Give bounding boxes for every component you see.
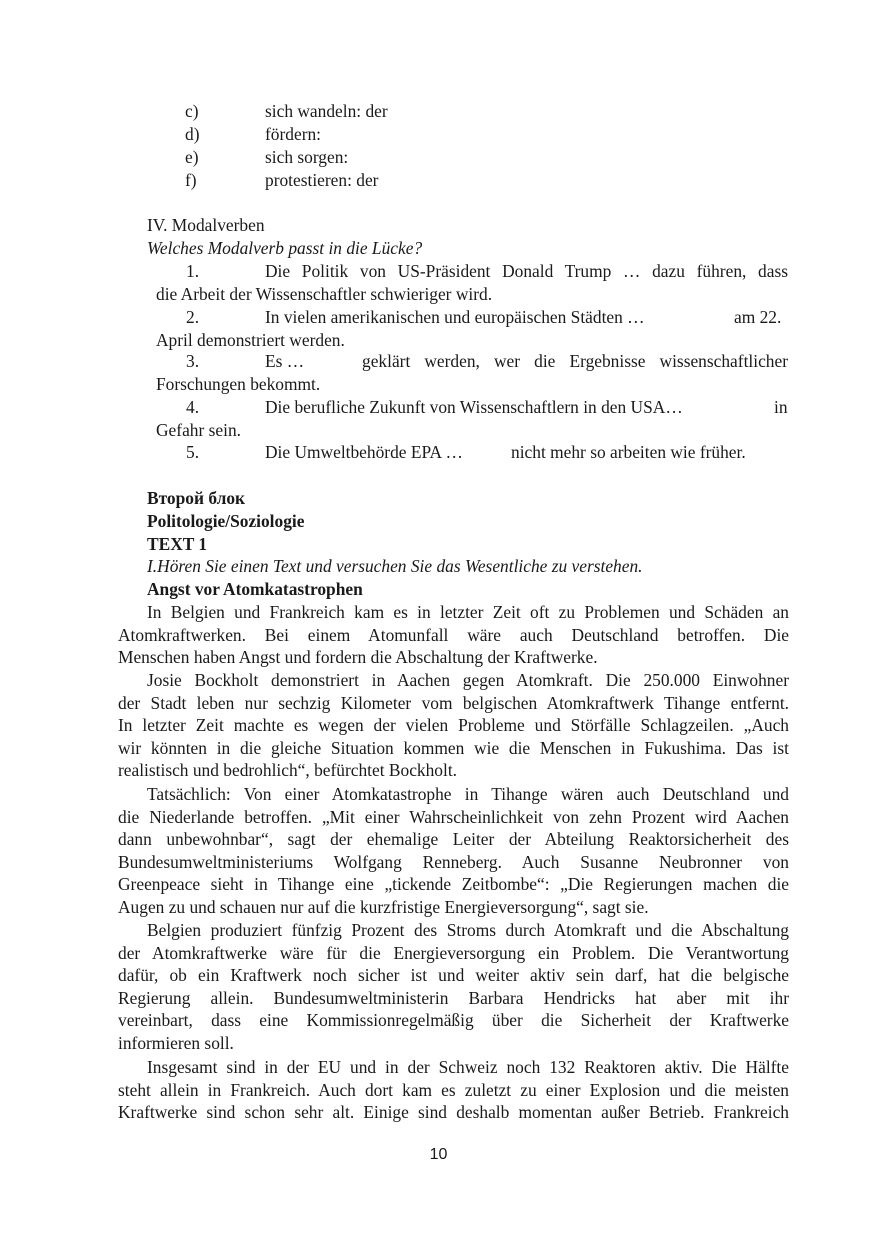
exercise-text-end: am 22. — [734, 307, 782, 327]
paragraph-line: Josie Bockholt demonstriert in Aachen gegen Atomkraft. Die 250.000 Einwohner — [147, 670, 789, 690]
paragraph-line: Regierung allein. Bundesumweltministerin Barbara Hendricks hat aber mit ihr — [118, 987, 789, 1008]
paragraph-line: dann unbewohnbar“, sagt der ehemalige Leiter der Abteilung Reaktorsicherheit des — [118, 829, 789, 850]
paragraph-line: In letzter Zeit machte es wegen der vielen Probleme und Störfälle Schlagzeilen. „Auch — [118, 715, 789, 736]
task-instruction: I.Hören Sie einen Text und versuchen Sie das Wesentliche zu verstehen. — [147, 556, 643, 576]
exercise-number: 3. — [186, 351, 200, 371]
list-item-letter: c) — [185, 101, 199, 121]
article-paragraph — [118, 669, 789, 782]
article-paragraph — [118, 1056, 789, 1124]
exercise-text-continued: Gefahr sein. — [156, 420, 241, 440]
list-item-text: sich wandeln: der — [265, 101, 388, 121]
list-item-text: sich sorgen: — [265, 147, 349, 167]
paragraph-line: wir könnten in die gleiche Situation kommen wie die Menschen in Fukushima. Das ist — [118, 737, 789, 758]
list-item-letter: f) — [185, 170, 197, 190]
exercise-text-continued: Forschungen bekommt. — [156, 374, 321, 394]
exercise-text: Es … — [265, 351, 305, 371]
article-paragraph — [118, 783, 789, 919]
paragraph-line: Menschen haben Angst und fordern die Abschaltung der Kraftwerke. — [118, 647, 598, 668]
article-paragraph — [118, 601, 789, 669]
paragraph-line: vereinbart, dass eine Kommissionregelmäßig über die Sicherheit der Kraftwerke — [118, 1010, 789, 1031]
paragraph-line: Tatsächlich: Von einer Atomkatastrophe in Tihange wären auch Deutschland und — [147, 784, 789, 804]
paragraph-line: die Niederlande betroffen. „Mit einer Wahrscheinlichkeit von zehn Prozent wird Aachen — [118, 806, 789, 827]
list-item-text: fördern: — [265, 124, 322, 144]
exercise-text-continued: die Arbeit der Wissenschaftler schwieriger wird. — [156, 284, 493, 304]
exercise-text: Die Politik von US-Präsident Donald Trump … dazu führen, dass — [265, 261, 788, 281]
paragraph-line: steht allein in Frankreich. Auch dort kam es zuletzt zu einer Explosion und die meisten — [118, 1079, 789, 1100]
exercise-text-end: geklärt werden, wer die Ergebnisse wissenschaftlicher — [362, 351, 788, 371]
exercise-text: In vielen amerikanischen und europäischen Städten … — [265, 307, 645, 327]
paragraph-line: Bundesumweltministeriums Wolfgang Renneberg. Auch Susanne Neubronner von — [118, 851, 789, 872]
paragraph-line: dafür, ob ein Kraftwerk noch sicher ist und weiter aktiv sein darf, hat die belgische — [118, 965, 789, 986]
block-title: Второй блок — [147, 488, 246, 508]
paragraph-line: Atomkraftwerken. Bei einem Atomunfall wäre auch Deutschland betroffen. Die — [118, 624, 789, 645]
paragraph-line: informieren soll. — [118, 1032, 234, 1053]
paragraph-line: Augen zu und schauen nur auf die kurzfristige Energieversorgung“, sagt sie. — [118, 896, 649, 917]
paragraph-line: In Belgien und Frankreich kam es in letzter Zeit oft zu Problemen und Schäden an — [147, 602, 789, 622]
text-label: TEXT 1 — [147, 534, 208, 554]
paragraph-line: Greenpeace sieht in Tihange eine „tickende Zeitbombe“: „Die Regierungen machen die — [118, 874, 789, 895]
paragraph-line: realistisch und bedrohlich“, befürchtet Bockholt. — [118, 760, 458, 781]
exercise-text-continued: April demonstriert werden. — [156, 330, 345, 350]
page-number: 10 — [429, 1146, 448, 1163]
exercise-number: 2. — [186, 307, 200, 327]
exercise-text: Die berufliche Zukunft von Wissenschaftlern in den USA… — [265, 397, 683, 417]
section-heading: IV. Modalverben — [147, 215, 265, 235]
paragraph-line: der Atomkraftwerke wäre für die Energieversorgung ein Problem. Die Verantwortung — [118, 942, 789, 963]
paragraph-line: Kraftwerke sind schon sehr alt. Einige sind deshalb momentan außer Betrieb. Frankreich — [118, 1102, 789, 1123]
article-paragraph — [118, 919, 789, 1055]
exercise-number: 1. — [186, 261, 200, 281]
list-item-text: protestieren: der — [265, 170, 379, 190]
list-item-letter: e) — [185, 147, 199, 167]
section-instruction: Welches Modalverb passt in die Lücke? — [147, 238, 423, 258]
paragraph-line: der Stadt leben nur sechzig Kilometer vom belgischen Atomkraftwerk Tihange entfernt. — [118, 692, 789, 713]
exercise-text-end: nicht mehr so arbeiten wie früher. — [511, 442, 746, 462]
exercise-text-end: in — [774, 397, 788, 417]
exercise-number: 5. — [186, 442, 200, 462]
paragraph-line: Belgien produziert fünfzig Prozent des Stroms durch Atomkraft und die Abschaltung — [147, 920, 789, 940]
block-subject: Politologie/Soziologie — [147, 511, 305, 531]
list-item-letter: d) — [185, 124, 200, 144]
exercise-text: Die Umweltbehörde EPA … — [265, 442, 463, 462]
exercise-number: 4. — [186, 397, 200, 417]
article-title: Angst vor Atomkatastrophen — [147, 579, 363, 599]
paragraph-line: Insgesamt sind in der EU und in der Schweiz noch 132 Reaktoren aktiv. Die Hälfte — [147, 1057, 789, 1077]
